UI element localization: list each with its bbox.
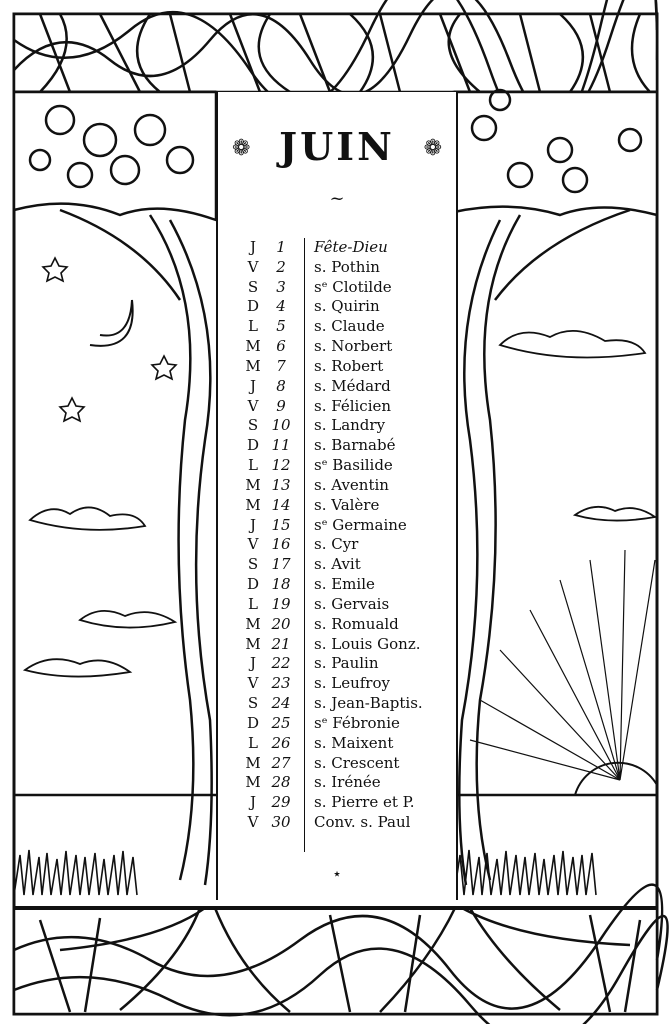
weekday-letter: J xyxy=(249,376,256,395)
day-number: 1 xyxy=(276,238,286,256)
weekday-letter: D xyxy=(246,297,260,316)
day-row xyxy=(218,734,456,754)
weekday-letter: V xyxy=(247,535,259,554)
saint-name: s. Irénée xyxy=(314,773,381,792)
saint-name: s. Aventin xyxy=(314,475,389,494)
saint-name: s. Romuald xyxy=(314,614,399,633)
left-night-scene xyxy=(14,92,216,895)
day-number: 10 xyxy=(271,416,291,435)
weekday-letter: S xyxy=(247,277,259,296)
day-row xyxy=(218,436,456,456)
day-row xyxy=(218,416,456,436)
day-number: 17 xyxy=(271,555,291,574)
weekday-letter: M xyxy=(245,614,261,633)
day-row xyxy=(218,595,456,615)
weekday-letter: V xyxy=(247,674,259,693)
day-number: 5 xyxy=(276,317,286,336)
ornament-right-icon: ❁ xyxy=(423,136,442,161)
day-number: 29 xyxy=(271,793,291,812)
month-title: JUIN xyxy=(279,124,395,169)
day-row xyxy=(218,516,456,536)
saint-name: Conv. s. Paul xyxy=(314,813,411,832)
day-number: 13 xyxy=(271,475,291,494)
day-row xyxy=(218,793,456,813)
day-row xyxy=(218,496,456,516)
weekday-letter: V xyxy=(247,257,259,276)
day-number: 12 xyxy=(271,456,291,475)
saint-name: s. Landry xyxy=(314,416,386,435)
saint-name: sᵉ Basilide xyxy=(314,456,393,475)
saint-name: s. Quirin xyxy=(314,297,380,316)
weekday-letter: J xyxy=(249,515,256,534)
weekday-letter: V xyxy=(247,396,259,415)
weekday-letter: L xyxy=(248,594,258,613)
weekday-letter: D xyxy=(246,713,260,732)
weekday-letter: M xyxy=(245,337,261,356)
weekday-letter: M xyxy=(245,634,261,653)
day-row xyxy=(218,377,456,397)
saint-name: s. Leufroy xyxy=(314,674,390,693)
day-number: 6 xyxy=(276,337,286,356)
day-row xyxy=(218,813,456,833)
day-row xyxy=(218,456,456,476)
day-number: 9 xyxy=(276,396,286,415)
day-number: 24 xyxy=(271,694,291,713)
day-number: 16 xyxy=(271,535,291,554)
day-row xyxy=(218,535,456,555)
day-number: 4 xyxy=(276,297,286,316)
saint-name: sᵉ Clotilde xyxy=(314,277,392,296)
weekday-letter: M xyxy=(245,773,261,792)
saint-name: s. Louis Gonz. xyxy=(314,634,421,653)
day-row xyxy=(218,654,456,674)
day-number: 3 xyxy=(276,277,286,296)
day-number: 20 xyxy=(271,614,291,633)
weekday-letter: V xyxy=(247,813,259,832)
ornament-left-icon: ❁ xyxy=(232,136,251,161)
weekday-letter: D xyxy=(246,436,260,455)
day-number: 22 xyxy=(271,654,291,673)
weekday-letter: L xyxy=(248,733,258,752)
saint-name: s. Gervais xyxy=(314,594,390,613)
day-number: 2 xyxy=(276,257,286,276)
saint-name: s. Médard xyxy=(314,376,391,395)
saint-name: s. Paulin xyxy=(314,654,379,673)
saint-name: s. Emile xyxy=(314,575,375,594)
saint-name: s. Robert xyxy=(314,356,384,375)
saint-name: s. Claude xyxy=(314,317,385,336)
saint-name: s. Félicien xyxy=(314,396,392,415)
day-number: 11 xyxy=(271,436,291,455)
day-row xyxy=(218,714,456,734)
day-row xyxy=(218,397,456,417)
weekday-letter: J xyxy=(249,238,256,256)
flourish-icon: ~ xyxy=(329,188,345,209)
bottom-roots-band xyxy=(14,885,668,1024)
day-row xyxy=(218,575,456,595)
day-row xyxy=(218,337,456,357)
day-row xyxy=(218,357,456,377)
calendar-panel xyxy=(216,92,458,900)
day-row xyxy=(218,317,456,337)
saint-name: Fête-Dieu xyxy=(314,238,388,256)
day-row xyxy=(218,694,456,714)
weekday-letter: J xyxy=(249,654,256,673)
day-row xyxy=(218,773,456,793)
day-row xyxy=(218,278,456,298)
weekday-letter: M xyxy=(245,356,261,375)
weekday-letter: J xyxy=(249,793,256,812)
saint-name: s. Pothin xyxy=(314,257,380,276)
weekday-letter: M xyxy=(245,495,261,514)
day-row xyxy=(218,297,456,317)
day-number: 14 xyxy=(271,495,291,514)
day-list xyxy=(218,238,456,833)
saint-name: s. Barnabé xyxy=(314,436,396,455)
saint-name: s. Cyr xyxy=(314,535,359,554)
day-row xyxy=(218,258,456,278)
day-row xyxy=(218,476,456,496)
weekday-letter: L xyxy=(248,317,258,336)
day-number: 8 xyxy=(276,376,286,395)
weekday-letter: S xyxy=(247,416,259,435)
day-number: 26 xyxy=(271,733,291,752)
saint-name: s. Valère xyxy=(314,495,380,514)
weekday-letter: M xyxy=(245,475,261,494)
weekday-letter: L xyxy=(248,456,258,475)
saint-name: s. Norbert xyxy=(314,337,393,356)
day-row xyxy=(218,635,456,655)
day-number: 15 xyxy=(271,515,291,534)
day-number: 18 xyxy=(271,575,291,594)
day-number: 27 xyxy=(271,753,291,772)
weekday-letter: S xyxy=(247,694,259,713)
day-number: 19 xyxy=(271,594,291,613)
day-row xyxy=(218,754,456,774)
day-row xyxy=(218,674,456,694)
day-number: 23 xyxy=(271,674,291,693)
day-number: 30 xyxy=(271,813,291,832)
day-number: 25 xyxy=(271,713,291,732)
saint-name: s. Avit xyxy=(314,555,361,574)
saint-name: s. Pierre et P. xyxy=(314,793,415,812)
saint-name: s. Jean-Baptis. xyxy=(314,694,423,713)
day-number: 7 xyxy=(276,356,286,375)
saint-name: sᵉ Germaine xyxy=(314,515,407,534)
day-row xyxy=(218,615,456,635)
day-number: 21 xyxy=(271,634,291,653)
day-row xyxy=(218,555,456,575)
footer-star-icon: ⋆ xyxy=(331,864,342,883)
weekday-letter: S xyxy=(247,555,259,574)
weekday-letter: M xyxy=(245,753,261,772)
weekday-letter: D xyxy=(246,575,260,594)
day-number: 28 xyxy=(271,773,291,792)
saint-name: s. Maixent xyxy=(314,733,394,752)
day-row xyxy=(218,238,456,258)
saint-name: s. Crescent xyxy=(314,753,400,772)
saint-name: sᵉ Fébronie xyxy=(314,713,400,732)
right-sunrise-scene xyxy=(454,90,657,895)
